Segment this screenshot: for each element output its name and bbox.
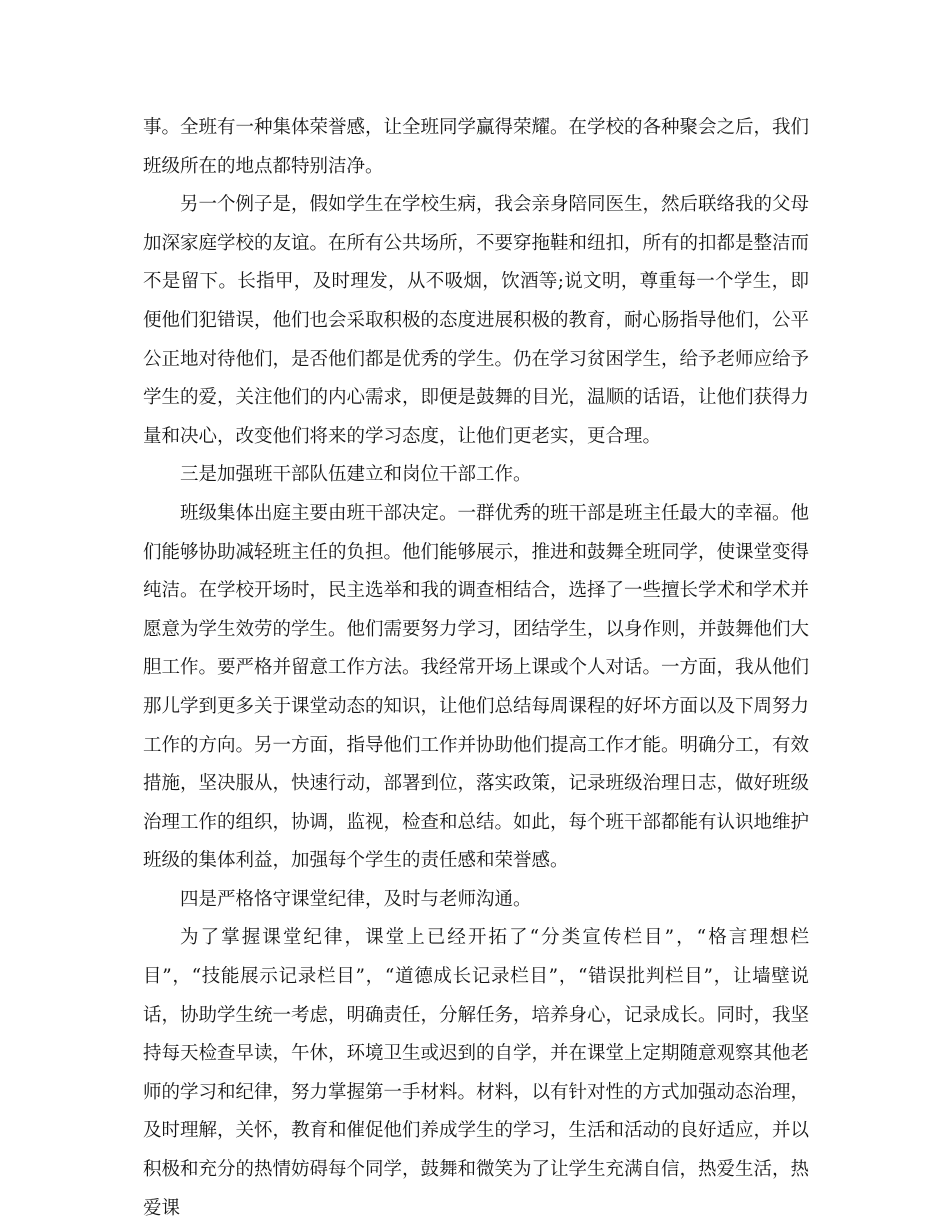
paragraph-heading-four: 四是严格恪守课堂纪律，及时与老师沟通。 (180, 888, 532, 910)
body-text (143, 109, 809, 1228)
paragraph-heading-three: 三是加强班干部队伍建立和岗位干部工作。 (180, 464, 532, 486)
paragraph-continuation: 事。全班有一种集体荣誉感，让全班同学赢得荣耀。在学校的各种聚会之后，我们班级所在的地点都特别洁净。 (143, 117, 810, 177)
paragraph-discipline: 为了掌握课堂纪律，课堂上已经开拓了“分类宣传栏目”，“格言理想栏目”，“技能展示记录栏目”，“道德成长记录栏目”，“错误批判栏目”，让墙壁说话，协助学生统一考虑，明确责任，分解任务，培养身心，记录成长。同时，我坚持每天检查早读，午休，环境卫生或迟到的自学，并在课堂上定期随意观察其他老师的学习和纪律，努力掌握第一手材料。材料，以有针对性的方式加强动态治理，及时理解，关怀，教育和催促他们养成学生的学习，生活和活动的良好适应，并以积极和充分的热情妨碍每个同学，鼓舞和微笑为了让学生充满自信，热爱生活，热爱课 (143, 927, 810, 1219)
paragraph-class-cadres: 班级集体出庭主要由班干部决定。一群优秀的班干部是班主任最大的幸福。他们能够协助减轻班主任的负担。他们能够展示，推进和鼓舞全班同学，使课堂变得纯洁。在学校开场时，民主选举和我的调查相结合，选择了一些擅长学术和学术并愿意为学生效劳的学生。他们需要努力学习，团结学生，以身作则，并鼓舞他们大胆工作。要严格并留意工作方法。我经常开场上课或个人对话。一方面，我从他们那儿学到更多关于课堂动态的知识，让他们总结每周课程的好坏方面以及下周努力工作的方向。另一方面，指导他们工作并协助他们提高工作才能。明确分工，有效措施，坚决服从，快速行动，部署到位，落实政策，记录班级治理日志，做好班级治理工作的组织，协调，监视，检查和总结。如此，每个班干部都能有认识地维护班级的集体利益，加强每个学生的责任感和荣誉感。 (143, 502, 810, 872)
paragraph-example: 另一个例子是，假如学生在学校生病，我会亲身陪同医生，然后联络我的父母加深家庭学校的友谊。在所有公共场所，不要穿拖鞋和纽扣，所有的扣都是整洁而不是留下。长指甲，及时理发，从不吸烟，饮酒等;说文明，尊重每一个学生，即便他们犯错误，他们也会采取积极的态度进展积极的教育，耐心肠指导他们，公平公正地对待他们，是否他们都是优秀的学生。仍在学习贫困学生，给予老师应给予学生的爱，关注他们的内心需求，即便是鼓舞的目光，温顺的话语，让他们获得力量和决心，改变他们将来的学习态度，让他们更老实，更合理。 (143, 194, 810, 447)
